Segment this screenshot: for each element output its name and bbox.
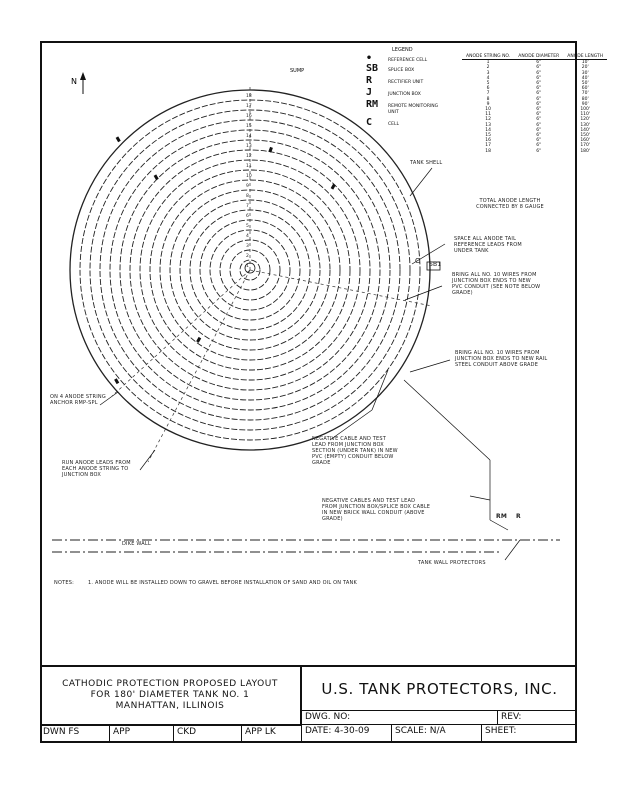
anode-table-row xyxy=(462,149,607,154)
legend-symbol: SB xyxy=(366,63,379,74)
space-leads-note: SPACE ALL ANODE TAIL REFERENCE LEADS FROM UNDER TANK xyxy=(454,236,522,254)
ring-number-label: 7 xyxy=(246,204,249,209)
anode-table-cell: 90' xyxy=(581,101,589,107)
anode-table-cell: 13 xyxy=(485,122,491,128)
anode-table-cell: 4 xyxy=(486,75,490,81)
anode-table-cell: 15 xyxy=(485,133,491,139)
anode-table-cell: 6" xyxy=(536,112,542,118)
anode-table-cell: 2 xyxy=(486,65,490,71)
anode-table-cell: 7 xyxy=(486,91,490,97)
north-label: N xyxy=(71,77,77,86)
anode-table-cell: 40' xyxy=(581,75,589,81)
app-lk-field: APP LK xyxy=(242,724,302,741)
ring-number-label: 15 xyxy=(246,124,252,129)
anode-table xyxy=(462,54,607,154)
anode-table-cell: 18 xyxy=(485,148,491,154)
anode-table-header: ANODE DIAMETER xyxy=(514,54,563,60)
anode-table-cell: 9 xyxy=(486,101,490,107)
legend-item xyxy=(366,75,424,86)
legend-item xyxy=(366,63,415,74)
bring-leads-callout: BRING ALL NO. 10 WIRES FROM JUNCTION BOX ENDS TO NEW PVC CONDUIT (SEE NOTE BELOW GRADE) xyxy=(452,272,541,296)
bring-wires-callout: BRING ALL NO. 10 WIRES FROM JUNCTION BOX ENDS TO NEW RAIL STEEL CONDUIT ABOVE GRADE xyxy=(455,350,548,368)
anode-table-cell: 10' xyxy=(581,60,589,66)
ring-number-label: 4 xyxy=(246,234,249,239)
ring-number-label: 11 xyxy=(246,164,252,169)
sheet-field: SHEET: xyxy=(482,724,577,741)
anode-table-cell: 5 xyxy=(486,81,490,87)
anode-table-header: ANODE STRING NO. xyxy=(462,54,514,60)
anode-table-cell: 6" xyxy=(536,70,542,76)
legend-title: LEGEND xyxy=(392,47,413,53)
anode-table-cell: 6" xyxy=(536,60,542,66)
anode-table-cell: 20' xyxy=(581,65,589,71)
cell-label: C xyxy=(415,257,421,265)
anode-table-cell: 8 xyxy=(486,96,490,102)
anode-table-cell: 12 xyxy=(485,117,491,123)
anode-table-cell: 6" xyxy=(536,122,542,128)
tank-shell-label: TANK SHELL xyxy=(410,160,443,166)
anode-table-note: TOTAL ANODE LENGTH CONNECTED BY 8 GAUGE xyxy=(476,198,544,210)
ring-number-label: 13 xyxy=(246,144,252,149)
anode-leads-callout: RUN ANODE LEADS FROM EACH ANODE STRING TO JUNCTION BOX xyxy=(62,460,131,478)
legend-text: SPLICE BOX xyxy=(388,68,415,73)
anode-table-cell: 14 xyxy=(485,127,491,133)
anode-table-cell: 6" xyxy=(536,86,542,92)
anode-table-cell: 6 xyxy=(486,86,490,92)
anode-table-header: ANODE LENGTH xyxy=(563,54,607,60)
anode-table-cell: 110' xyxy=(580,112,591,118)
ring-number-label: 10 xyxy=(246,174,252,179)
anode-table-cell: 1 xyxy=(486,60,490,66)
anode-table-cell: 6" xyxy=(536,107,542,113)
legend-item xyxy=(366,87,421,98)
anode-table-cell: 6" xyxy=(536,81,542,87)
ckd-field: CKD xyxy=(174,724,242,741)
scale-field: SCALE: N/A xyxy=(392,724,482,741)
legend-text: REMOTE MONITORING UNIT xyxy=(388,104,439,115)
legend-symbol: RM xyxy=(366,99,379,110)
title-line-2: FOR 180' DIAMETER TANK NO. 1 xyxy=(90,690,250,700)
anode-table-cell: 30' xyxy=(581,70,589,76)
dwg-no-field: DWG. NO: xyxy=(302,710,498,724)
date-field: DATE: 4-30-09 xyxy=(302,724,392,741)
anode-table-cell: 140' xyxy=(580,127,591,133)
anode-table-cell: 6" xyxy=(536,133,542,139)
anode-table-cell: 6" xyxy=(536,138,542,144)
notes-text: 1. ANODE WILL BE INSTALLED DOWN TO GRAVEL BEFORE INSTALLATION OF SAND AND OIL ON TANK xyxy=(88,580,357,586)
ring-number-label: 8 xyxy=(246,194,249,199)
anode-table-cell: 170' xyxy=(580,143,591,149)
anode-table-cell: 6" xyxy=(536,96,542,102)
ring-number-label: 17 xyxy=(246,104,252,109)
anode-table-cell: 80' xyxy=(581,96,589,102)
anode-table-cell: 150' xyxy=(580,133,591,139)
splice-box-label: SB1 xyxy=(429,261,442,268)
legend-text: RECTIFIER UNIT xyxy=(388,80,424,85)
anode-table-cell: 6" xyxy=(536,143,542,149)
legend-item xyxy=(366,117,399,128)
anode-table-cell: 6" xyxy=(536,101,542,107)
north-arrow-icon xyxy=(80,72,86,94)
negative-cable-callout-2: NEGATIVE CABLES AND TEST LEAD FROM JUNCTION BOX/SPLICE BOX CABLE IN NEW BRICK WALL CONDUIT (ABOVE GRADE) xyxy=(322,498,431,522)
anode-string-callout: ON 4 ANODE STRING ANCHOR RMP-SPL xyxy=(50,394,106,406)
r-equipment-label: R xyxy=(516,513,521,520)
legend-text: CELL xyxy=(388,122,399,127)
anode-table-cell: 10 xyxy=(485,107,491,113)
title-line-1: CATHODIC PROTECTION PROPOSED LAYOUT xyxy=(62,679,278,689)
rev-field: REV: xyxy=(498,710,577,724)
anode-table-cell: 3 xyxy=(486,70,490,76)
anode-table-cell: 60' xyxy=(581,86,589,92)
legend-symbol: • xyxy=(366,53,373,64)
anode-table-cell: 130' xyxy=(580,122,591,128)
anode-table-cell: 17 xyxy=(485,143,491,149)
anode-table-cell: 11 xyxy=(485,112,491,118)
anode-table-cell: 6" xyxy=(536,91,542,97)
title-line-3: MANHATTAN, ILLINOIS xyxy=(115,701,225,711)
anode-table-cell: 180' xyxy=(580,148,591,154)
ring-number-label: 2 xyxy=(246,254,249,259)
anode-table-cell: 100' xyxy=(580,107,591,113)
anode-table-cell: 6" xyxy=(536,75,542,81)
ring-number-label: 9 xyxy=(246,184,249,189)
ring-number-label: 6 xyxy=(246,214,249,219)
notes-label: NOTES: xyxy=(54,580,74,586)
app-field: APP xyxy=(110,724,174,741)
anode-table-cell: 16 xyxy=(485,138,491,144)
ring-number-label: 14 xyxy=(246,134,252,139)
sump-label: SUMP xyxy=(290,68,305,74)
legend-text: JUNCTION BOX xyxy=(388,92,421,97)
ring-number-label: 16 xyxy=(246,114,252,119)
anode-table-cell: 6" xyxy=(536,117,542,123)
legend-symbol: R xyxy=(366,75,373,86)
radial-lead-lines xyxy=(112,86,432,462)
ring-number-label: 12 xyxy=(246,154,252,159)
drawing-title xyxy=(40,665,302,724)
legend-text: REFERENCE CELL xyxy=(388,58,428,63)
anode-table-cell: 70' xyxy=(581,91,589,97)
legend-symbol: J xyxy=(366,87,373,98)
legend-item xyxy=(366,99,439,115)
anode-table-cell: 120' xyxy=(580,117,591,123)
dwn-field: DWN FS xyxy=(40,724,110,741)
ring-number-label: 3 xyxy=(246,244,249,249)
legend-symbol: C xyxy=(366,117,373,128)
ring-scale xyxy=(246,93,252,269)
title-block xyxy=(40,665,577,743)
anode-table-cell: 50' xyxy=(581,81,589,87)
anode-table-cell: 6" xyxy=(536,127,542,133)
legend-item xyxy=(366,53,428,64)
negative-cable-callout-1: NEGATIVE CABLE AND TEST LEAD FROM JUNCTION BOX SECTION (UNDER TANK) IN NEW PVC (EMPTY) CONDUIT BELOW GRADE xyxy=(312,436,398,466)
anode-table-cell: 6" xyxy=(536,148,542,154)
ring-number-label: 5 xyxy=(246,224,249,229)
company-name: U.S. TANK PROTECTORS, INC. xyxy=(302,665,577,710)
anode-table-cell: 6" xyxy=(536,65,542,71)
ring-number-label: 18 xyxy=(246,94,252,99)
rm-equipment-label: RM xyxy=(496,513,507,520)
dike-wall-label: DIKE WALL xyxy=(122,541,151,547)
anode-table-cell: 160' xyxy=(580,138,591,144)
tank-wall-protectors-label: TANK WALL PROTECTORS xyxy=(418,560,486,566)
ring-number-label: 1 xyxy=(246,264,249,269)
